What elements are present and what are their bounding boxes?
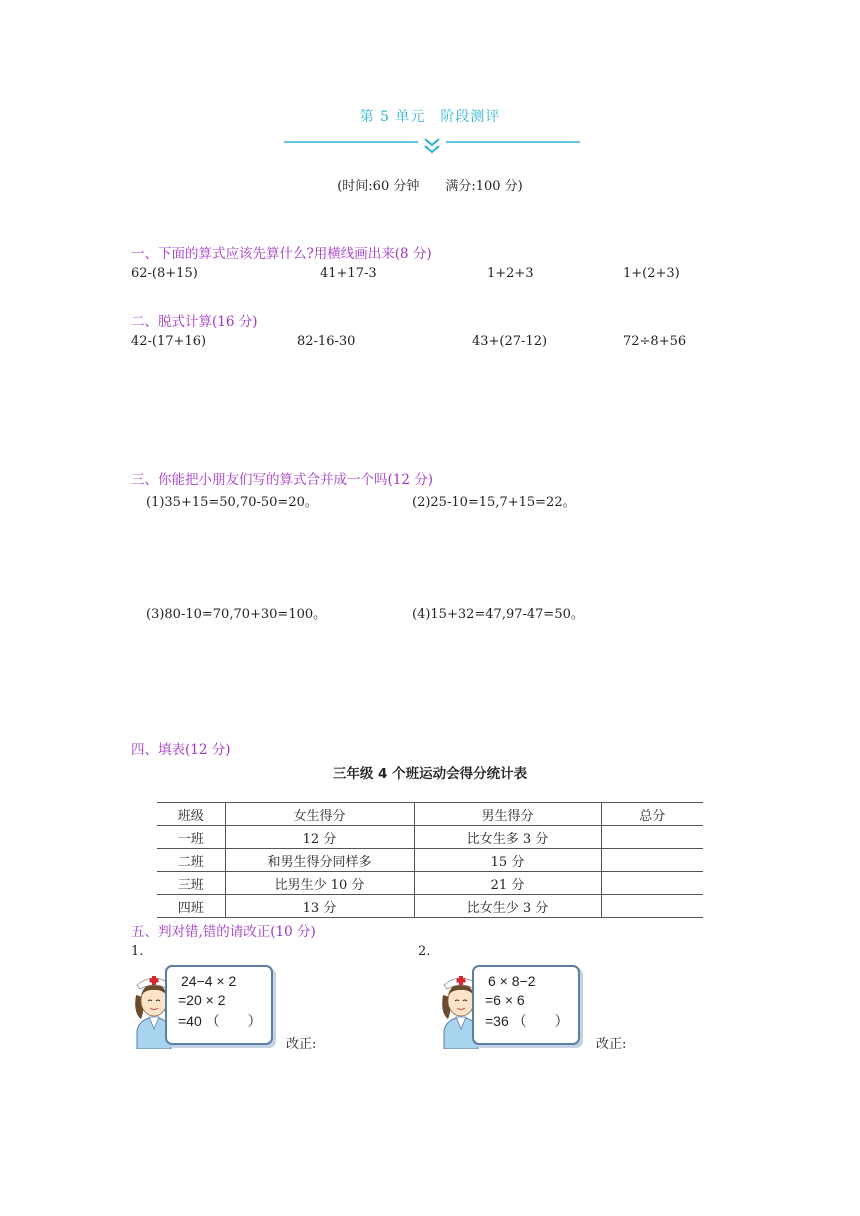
section-heading-5: 五、判对错,错的请改正(10 分) bbox=[131, 924, 316, 940]
table-cell bbox=[601, 826, 703, 849]
table-cell: 13 分 bbox=[225, 895, 414, 918]
table-cell: 三班 bbox=[157, 872, 225, 895]
column-header: 总分 bbox=[601, 803, 703, 826]
merge-problem: (2)25-10=15,7+15=22。 bbox=[412, 495, 576, 510]
table-cell: 一班 bbox=[157, 826, 225, 849]
table-cell: 15 分 bbox=[414, 849, 601, 872]
column-header: 班级 bbox=[157, 803, 225, 826]
merge-problem: (4)15+32=47,97-47=50。 bbox=[412, 607, 584, 622]
table-cell: 12 分 bbox=[225, 826, 414, 849]
table-cell: 比女生少 3 分 bbox=[414, 895, 601, 918]
page-title: 第 5 单元 阶段测评 bbox=[359, 109, 501, 125]
table-cell: 和男生得分同样多 bbox=[225, 849, 414, 872]
score-table bbox=[157, 802, 703, 918]
table-cell: 四班 bbox=[157, 895, 225, 918]
chalkboard bbox=[165, 965, 273, 1045]
table-cell: 比男生少 10 分 bbox=[225, 872, 414, 895]
section-heading-2: 二、脱式计算(16 分) bbox=[131, 314, 258, 330]
calculation-line: 24−4 × 2 bbox=[181, 973, 237, 989]
calculation-line: 6 × 8−2 bbox=[488, 973, 536, 989]
expression-item: 72÷8+56 bbox=[623, 334, 687, 349]
table-cell: 二班 bbox=[157, 849, 225, 872]
merge-problem: (3)80-10=70,70+30=100。 bbox=[146, 607, 327, 622]
table-cell: 比女生多 3 分 bbox=[414, 826, 601, 849]
column-header: 男生得分 bbox=[414, 803, 601, 826]
column-header: 女生得分 bbox=[225, 803, 414, 826]
expression-item: 41+17-3 bbox=[320, 266, 377, 281]
double-chevron-down-icon bbox=[425, 139, 439, 152]
problem-number: 2. bbox=[418, 944, 431, 959]
table-title: 三年级 4 个班运动会得分统计表 bbox=[332, 766, 528, 782]
calculation-line: =20 × 2 bbox=[178, 992, 226, 1008]
calculation-line: =36 （ ） bbox=[485, 1013, 569, 1029]
calculation-line: =40 （ ） bbox=[178, 1013, 262, 1029]
table-row bbox=[157, 895, 703, 918]
table-cell: 21 分 bbox=[414, 872, 601, 895]
table-row bbox=[157, 849, 703, 872]
expression-item: 1+2+3 bbox=[487, 266, 534, 281]
calculation-line: =6 × 6 bbox=[485, 992, 525, 1008]
expression-item: 1+(2+3) bbox=[623, 266, 680, 281]
table-row bbox=[157, 872, 703, 895]
table-cell bbox=[601, 849, 703, 872]
correction-label: 改正: bbox=[596, 1037, 627, 1052]
table-cell bbox=[601, 895, 703, 918]
problem-number: 1. bbox=[131, 944, 144, 959]
section-heading-3: 三、你能把小朋友们写的算式合并成一个吗(12 分) bbox=[131, 472, 434, 488]
merge-problem: (1)35+15=50,70-50=20。 bbox=[146, 495, 318, 510]
expression-item: 42-(17+16) bbox=[131, 334, 207, 349]
expression-item: 62-(8+15) bbox=[131, 266, 198, 281]
table-cell bbox=[601, 872, 703, 895]
table-row bbox=[157, 826, 703, 849]
table-header-row bbox=[157, 803, 703, 826]
judgement-problem-card bbox=[131, 965, 276, 1049]
title-divider bbox=[284, 136, 580, 158]
judgement-problem-card bbox=[438, 965, 583, 1049]
expression-item: 43+(27-12) bbox=[472, 334, 548, 349]
chalkboard bbox=[472, 965, 580, 1045]
correction-label: 改正: bbox=[286, 1037, 317, 1052]
section-heading-4: 四、填表(12 分) bbox=[131, 742, 231, 758]
section-heading-1: 一、下面的算式应该先算什么?用横线画出来(8 分) bbox=[131, 246, 432, 262]
exam-info: (时间:60 分钟 满分:100 分) bbox=[337, 179, 523, 194]
expression-item: 82-16-30 bbox=[297, 334, 356, 349]
